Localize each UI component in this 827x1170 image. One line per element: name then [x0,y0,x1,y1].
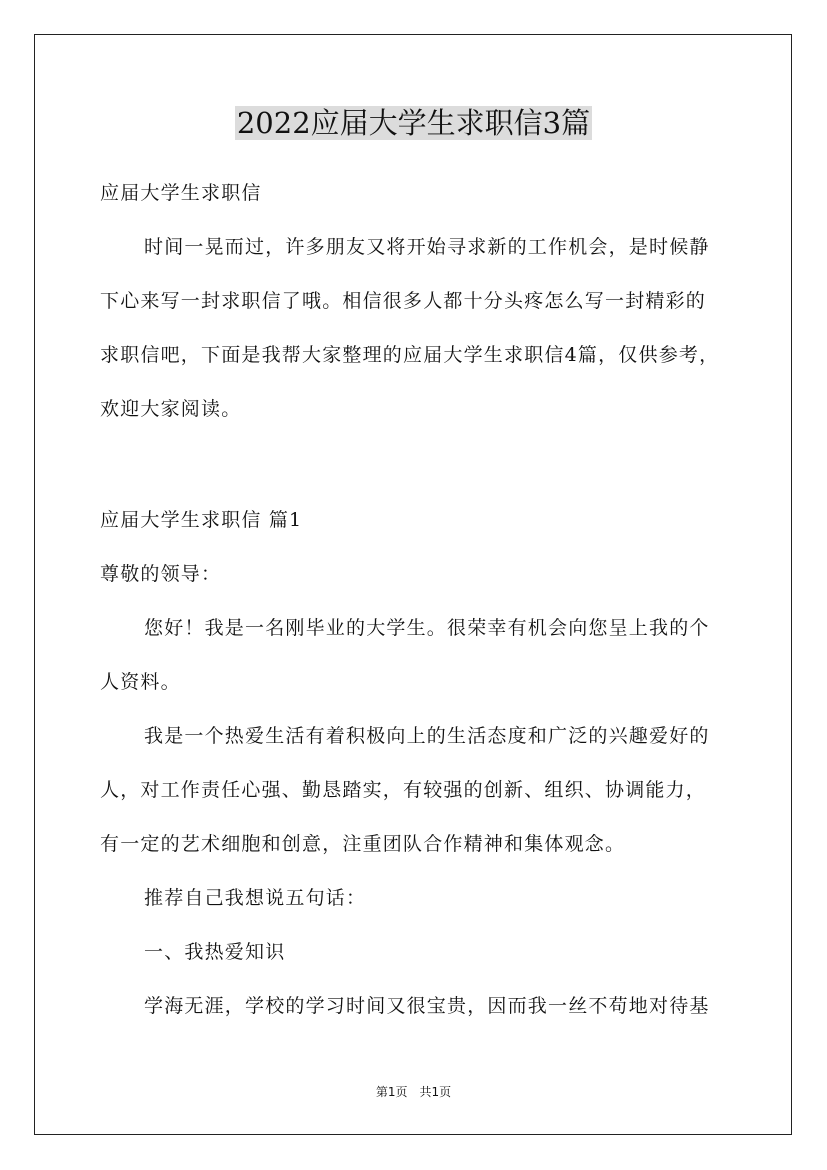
body-line-1: 您好！我是一名刚毕业的大学生。很荣幸有机会向您呈上我的个 [144,617,710,639]
page-footer: 第1页 共1页 [375,1085,452,1099]
intro-line-2: 下心来写一封求职信了哦。相信很多人都十分头疼怎么写一封精彩的 [100,290,707,312]
salutation: 尊敬的领导： [100,563,222,585]
body-line-3: 我是一个热爱生活有着积极向上的生活态度和广泛的兴趣爱好的 [144,725,710,747]
body-line-6: 推荐自己我想说五句话： [144,887,367,909]
intro-line-4: 欢迎大家阅读。 [100,398,242,420]
intro-line-1: 时间一晃而过，许多朋友又将开始寻求新的工作机会，是时候静 [144,236,710,258]
body-line-2: 人资料。 [100,671,181,693]
body-line-4: 人，对工作责任心强、勤恳踏实，有较强的创新、组织、协调能力， [100,779,707,801]
document-title-text: 2022应届大学生求职信3篇 [236,106,591,140]
document-title [0,100,827,146]
intro-line-3: 求职信吧，下面是我帮大家整理的应届大学生求职信4篇，仅供参考， [100,344,720,366]
section-heading: 应届大学生求职信 [100,182,262,204]
body-line-8: 学海无涯，学校的学习时间又很宝贵，因而我一丝不苟地对待基 [144,995,710,1017]
body-line-5: 有一定的艺术细胞和创意，注重团队合作精神和集体观念。 [100,833,626,855]
body-line-7: 一、我热爱知识 [144,941,286,963]
letter-heading: 应届大学生求职信 篇1 [100,509,303,531]
